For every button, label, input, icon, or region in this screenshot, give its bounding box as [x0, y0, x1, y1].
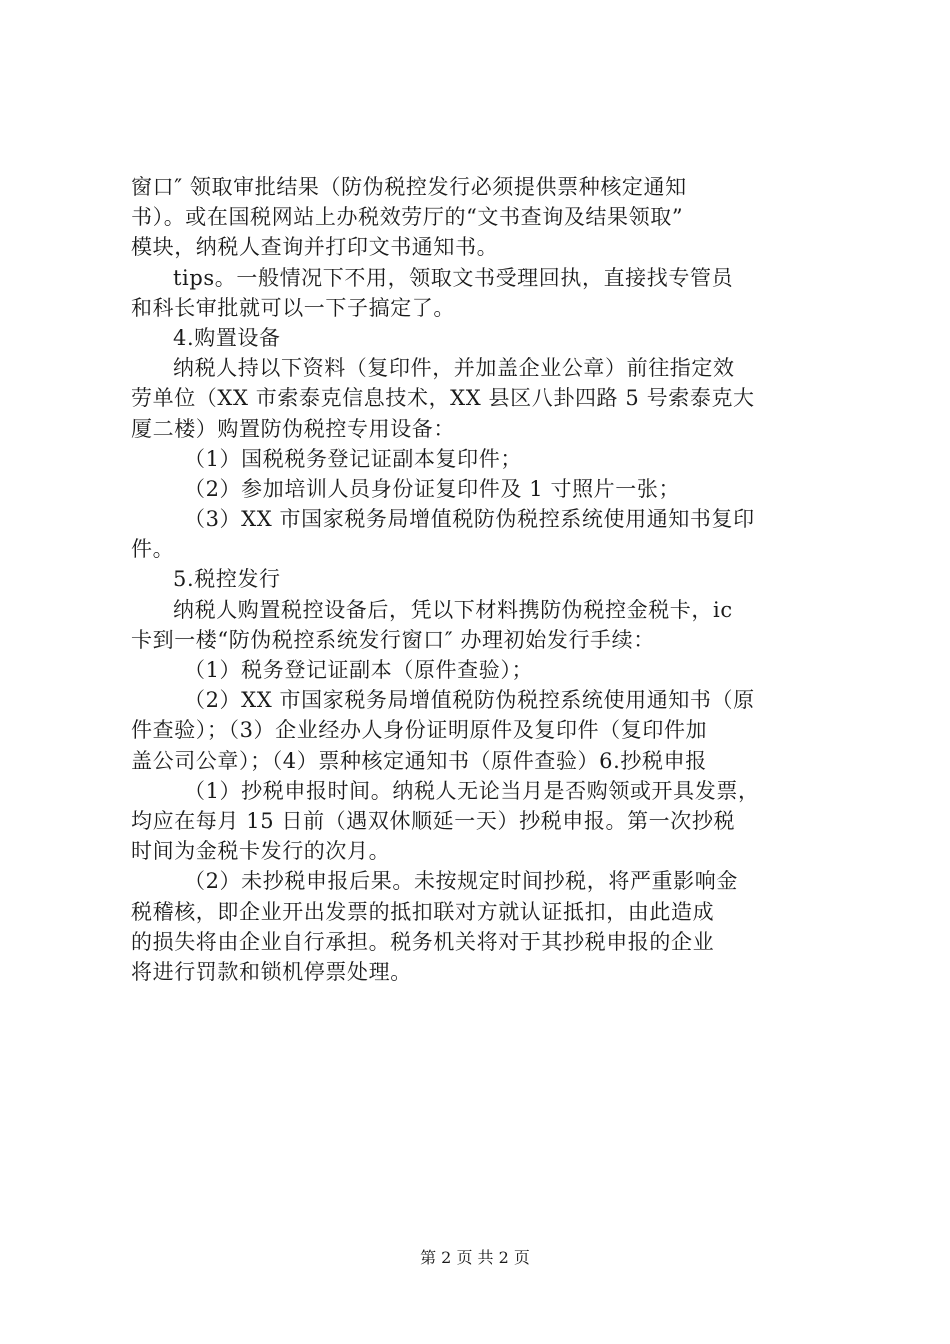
text-line: 纳税人持以下资料（复印件，并加盖企业公章）前往指定效 [173, 356, 735, 381]
list-item: （1）国税税务登记证副本复印件； [184, 446, 522, 471]
text-line: （1）抄税申报时间。纳税人无论当月是否购领或开具发票， [184, 778, 760, 803]
text-line: 时间为金税卡发行的次月。 [131, 839, 391, 864]
text-line: 书）。或在国税网站上办税效劳厅的“文书查询及结果领取” [131, 205, 684, 230]
list-item: （2）参加培训人员身份证复印件及 1 寸照片一张； [184, 476, 681, 501]
text-line: 劳单位（XX 市索泰克信息技术，XX 县区八卦四路 5 号索泰克大 [131, 386, 755, 411]
page-number: 第 2 页 共 2 页 [420, 1248, 530, 1267]
list-item: （2）XX 市国家税务局增值税防伪税控系统使用通知书（原 [184, 688, 755, 713]
text-line: 窗口″ 领取审批结果（防伪税控发行必须提供票种核定通知 [131, 175, 687, 199]
text-line: 纳税人购置税控设备后，凭以下材料携防伪税控金税卡，ic [173, 597, 733, 622]
text-line: 件。 [131, 537, 175, 562]
text-line: 和科长审批就可以一下子搞定了。 [131, 295, 455, 320]
section-heading: 5.税控发行 [173, 567, 281, 592]
text-line: 均应在每月 15 日前（遇双休顺延一天）抄税申报。第一次抄税 [131, 808, 736, 833]
text-line: 件查验）；（3）企业经办人身份证明原件及复印件（复印件加 [131, 718, 708, 743]
text-line: 卡到一楼“防伪税控系统发行窗口″ 办理初始发行手续： [131, 627, 655, 652]
section-heading: 4.购置设备 [173, 325, 281, 350]
text-line: 税稽核，即企业开出发票的抵扣联对方就认证抵扣，由此造成 [131, 899, 715, 924]
text-line: 将进行罚款和锁机停票处理。 [131, 959, 412, 984]
text-line: 盖公司公章）；（4）票种核定通知书（原件查验）6.抄税申报 [131, 748, 707, 773]
document-body [131, 172, 831, 987]
text-line: 的损失将由企业自行承担。税务机关将对于其抄税申报的企业 [131, 929, 715, 954]
text-line: 厦二楼）购置防伪税控专用设备： [131, 416, 455, 441]
list-item: （1）税务登记证副本（原件查验）； [184, 658, 534, 682]
text-line: 模块，纳税人查询并打印文书通知书。 [131, 235, 499, 260]
text-line: （2）未抄税申报后果。未按规定时间抄税，将严重影响金 [184, 869, 738, 894]
text-line: tips。一般情况下不用，领取文书受理回执，直接找专管员 [173, 265, 734, 290]
list-item: （3）XX 市国家税务局增值税防伪税控系统使用通知书复印 [184, 507, 755, 532]
